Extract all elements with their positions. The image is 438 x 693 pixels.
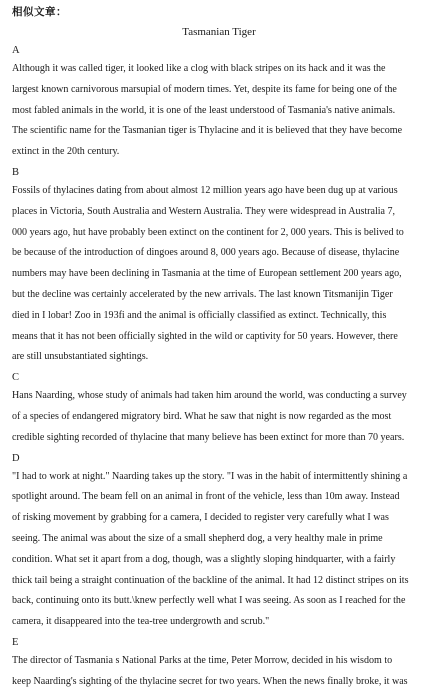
paragraph-line: 000 years ago, hut have probably been extinct on the continent for 2, 000 years. This is belived to	[12, 226, 404, 238]
paragraph-line: thick tail being a straight continuation of the backline of the animal. It had 12 distinct stripes on its	[12, 574, 409, 586]
paragraph-line: of a species of endangered migratory bird. What he saw that night is now regarded as the most	[12, 410, 392, 422]
document-heading: 相似文章：	[12, 6, 67, 18]
paragraph-line: Although it was called tiger, it looked like a clog with black stripes on its hack and it was the	[12, 63, 386, 74]
paragraph-line: are still unsubstantiated sightings.	[12, 351, 149, 363]
paragraph-line: spotlight around. The beam fell on an animal in front of the vehicle, less than 10m away. Instead	[12, 491, 400, 503]
paragraph-line: be because of the introduction of dingoes around 8, 000 years ago. Because of disease, thylacine	[12, 247, 400, 259]
paragraph-line: The director of Tasmania s National Parks at the time, Peter Morrow, decided in his wisdom to	[12, 654, 393, 666]
section-letter: D	[12, 452, 20, 464]
paragraph-line: died in I lobar! Zoo in 193fi and the animal is officially classified as extinct. Technically, this	[12, 309, 387, 321]
paragraph-line: means that it has not been officially sighted in the wild or captivity for 50 years. However, there	[12, 330, 398, 342]
paragraph-line: most fabled animals in the world, it is one of the least understood of Tasmania's native animals.	[12, 104, 396, 116]
section-letter: C	[12, 372, 20, 384]
paragraph-line: seeing. The animal was about the size of a small shepherd dog, a very healthy male in prime	[12, 532, 383, 544]
paragraph-line: Hans Naarding, whose study of animals had taken him around the world, was conducting a survey	[12, 390, 407, 402]
article-title: Tasmanian Tiger	[182, 26, 256, 38]
section-paragraph	[12, 467, 426, 633]
paragraph-line: but the decline was certainly accelerated by the new arrivals. The last known Titsmanijin Tiger	[12, 288, 393, 300]
paragraph-line: camera, it disappeared into the tea-tree undergrowth and scrub."	[12, 616, 270, 628]
section-paragraph	[12, 181, 426, 368]
paragraph-line: The scientific name for the Tasmanian tiger is Thylacine and it is believed that they have become	[12, 125, 403, 137]
paragraph-line: of risking movement by grabbing for a camera, I decided to register very carefully what I was	[12, 512, 389, 524]
section-paragraph	[12, 386, 426, 448]
paragraph-line: largest known carnivorous marsupial of modern times. Yet, despite its fame for being one of the	[12, 83, 397, 95]
paragraph-line: places in Victoria, South Australia and Western Australia. They were widespread in Australia 7,	[12, 205, 396, 217]
section-letter: B	[12, 166, 20, 178]
paragraph-line: extinct in the 20th century.	[12, 146, 120, 158]
paragraph-line: "I had to work at night." Naarding takes up the story. "I was in the habit of intermittently shining a	[12, 470, 408, 482]
section-paragraph	[12, 59, 426, 163]
paragraph-line: numbers may have been declining in Tasmania at the time of European settlement 200 years ago,	[12, 268, 402, 280]
article-body	[12, 43, 426, 693]
paragraph-line: Fossils of thylacines dating from about almost 12 million years ago have been dug up at various	[12, 184, 398, 196]
paragraph-line: keep Naarding's sighting of the thylacine secret for two years. When the news finally broke, it was	[12, 675, 408, 687]
paragraph-line: condition. What set it apart from a dog, though, was a slightly sloping hindquarter, with a fairly	[12, 553, 396, 565]
paragraph-line: credible sighting recorded of thylacine that many believe has been extinct for more than 70 years.	[12, 431, 405, 443]
section-letter: A	[12, 45, 20, 56]
paragraph-line: back, continuing onto its butt.\knew perfectly well what I was seeing. As soon as I reached for the	[12, 595, 406, 607]
section-letter: E	[12, 636, 19, 648]
section-paragraph	[12, 651, 426, 693]
